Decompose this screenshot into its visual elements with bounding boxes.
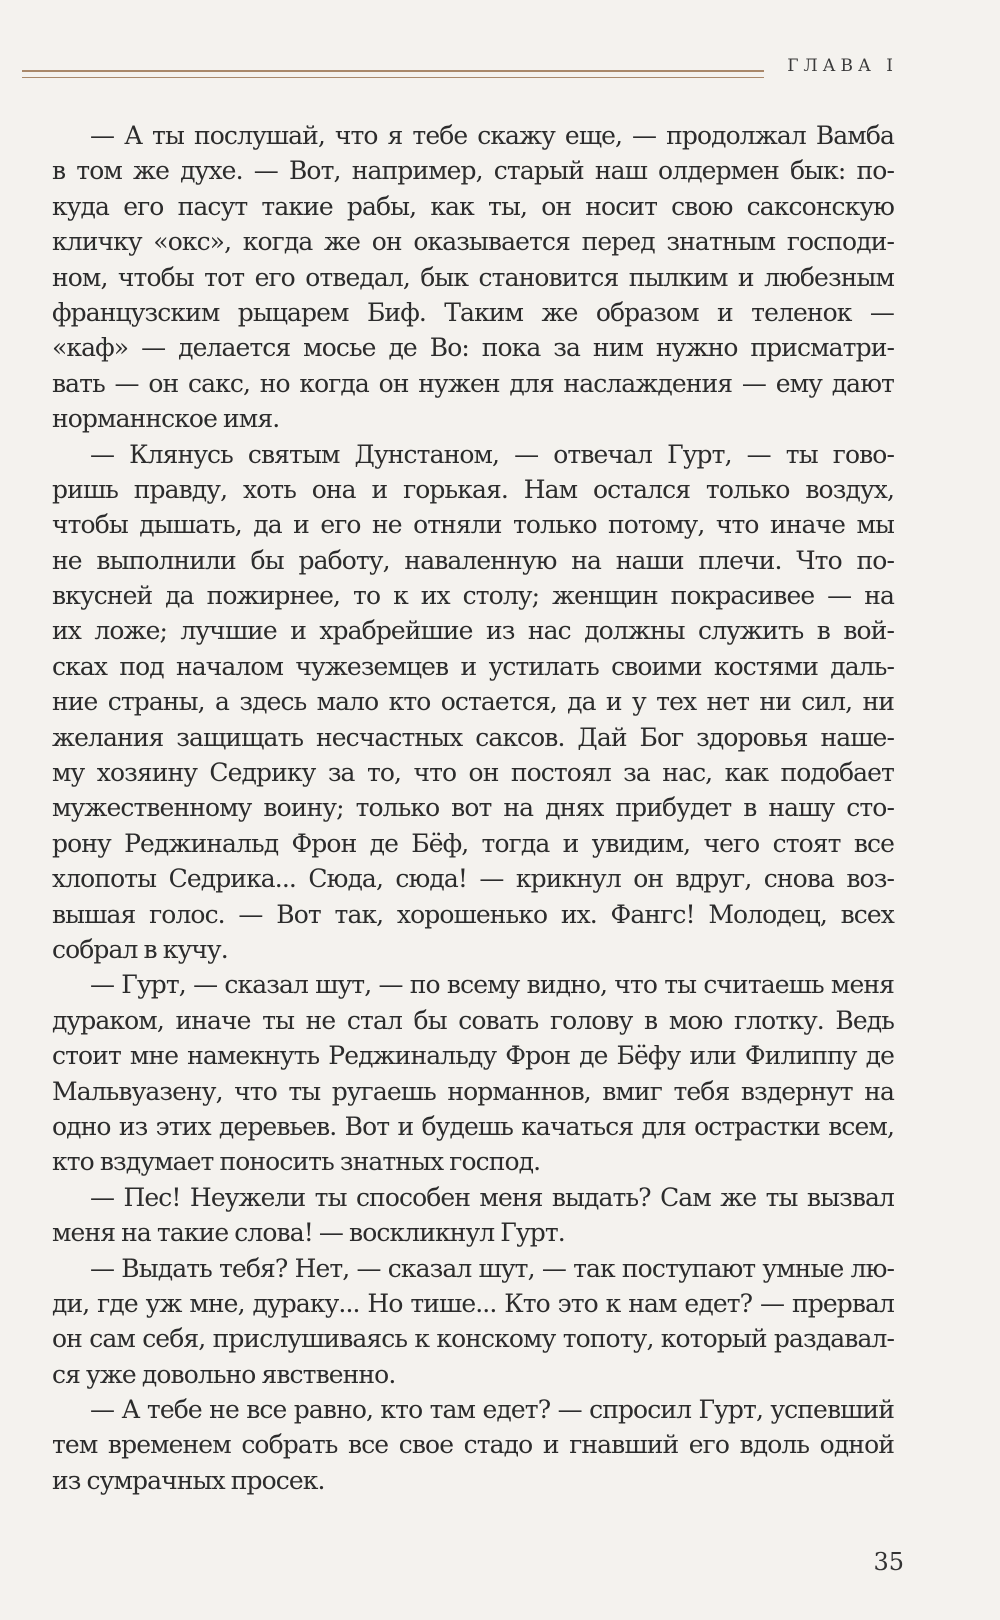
text-line: ние страны, а здесь мало кто остается, да и у тех нет ни сил, ни: [52, 687, 894, 717]
text-line: — Клянусь святым Дунстаном, — отвечал Гурт, — ты гово-: [90, 439, 894, 469]
chapter-label: ГЛАВА I: [787, 56, 898, 76]
paragraph: [52, 437, 894, 968]
text-line: собрал в кучу.: [52, 934, 228, 964]
text-line: хлопоты Седрика... Сюда, сюда! — крикнул он вдруг, снова воз-: [52, 864, 894, 894]
text-line: французским рыцарем Биф. Таким же образом и теленок —: [52, 297, 894, 327]
text-line: — А тебе не все равно, кто там едет? — спросил Гурт, успевший: [90, 1395, 894, 1425]
text-line: мужественному воину; только вот на днях прибудет в нашу сто-: [52, 793, 894, 823]
text-line: вкусней да пожирнее, то к их столу; женщин покрасивее — на: [52, 581, 894, 611]
paragraph: [52, 118, 894, 437]
header-rule: [22, 70, 764, 78]
text-line: куда его пасут такие рабы, как ты, он носит свою саксонскую: [52, 191, 894, 221]
text-line: — Пес! Неужели ты способен меня выдать? Сам же ты вызвал: [90, 1182, 894, 1212]
paragraph: [52, 967, 894, 1179]
paragraph: [52, 1251, 894, 1393]
text-line: ном, чтобы тот его отведал, бык становится пылким и любезным: [52, 262, 894, 292]
text-line: ся уже довольно явственно.: [52, 1359, 396, 1389]
text-line: ди, где уж мне, дураку... Но тише... Кто это к нам едет? — прервал: [52, 1288, 894, 1318]
text-line: желания защищать несчастных саксов. Дай Бог здоровья наше-: [52, 722, 894, 752]
running-header: [22, 56, 898, 86]
text-line: вать — он сакс, но когда он нужен для наслаждения — ему дают: [52, 368, 894, 398]
text-line: — Гурт, — сказал шут, — по всему видно, что ты считаешь меня: [90, 970, 894, 1000]
text-line: Мальвуазену, что ты ругаешь норманнов, вмиг тебя вздернут на: [52, 1076, 894, 1106]
paragraph: [52, 1392, 894, 1498]
text-line: кто вздумает поносить знатных господ.: [52, 1147, 541, 1177]
text-line: меня на такие слова! — воскликнул Гурт.: [52, 1218, 565, 1248]
text-line: рону Реджинальд Фрон де Бёф, тогда и увидим, чего стоят все: [52, 828, 894, 858]
text-line: одно из этих деревьев. Вот и будешь качаться для острастки всем,: [52, 1111, 894, 1141]
text-line: «каф» — делается мосье де Во: пока за ним нужно присматри-: [52, 333, 894, 363]
text-line: му хозяину Седрику за то, что он постоял за нас, как подобает: [52, 758, 894, 788]
text-line: дураком, иначе ты не стал бы совать голову в мою глотку. Ведь: [52, 1005, 894, 1035]
text-line: стоит мне намекнуть Реджинальду Фрон де Бёфу или Филиппу де: [52, 1041, 894, 1071]
text-line: тем временем собрать все свое стадо и гнавший его вдоль одной: [52, 1430, 894, 1460]
text-line: — Выдать тебя? Нет, — сказал шут, — так поступают умные лю-: [90, 1253, 894, 1283]
text-line: вышая голос. — Вот так, хорошенько их. Фангс! Молодец, всех: [52, 899, 894, 929]
text-line: — А ты послушай, что я тебе скажу еще, — продолжал Вамба: [90, 121, 894, 150]
text-line: кличку «окс», когда же он оказывается перед знатным господи-: [52, 227, 894, 257]
page-number: 35: [873, 1548, 904, 1576]
text-line: не выполнили бы работу, наваленную на наши плечи. Что по-: [52, 545, 894, 575]
text-line: ришь правду, хоть она и горькая. Нам остался только воздух,: [52, 474, 894, 504]
text-line: норманнское имя.: [52, 404, 280, 434]
text-line: чтобы дышать, да и его не отняли только потому, что иначе мы: [52, 510, 894, 540]
text-body: [52, 118, 894, 1498]
text-line: их ложе; лучшие и храбрейшие из нас должны служить в вой-: [52, 616, 894, 646]
text-line: сках под началом чужеземцев и устилать своими костями даль-: [52, 651, 894, 681]
paragraph: [52, 1180, 894, 1251]
text-line: из сумрачных просек.: [52, 1465, 325, 1495]
text-line: в том же духе. — Вот, например, старый наш олдермен бык: по-: [52, 156, 894, 186]
text-line: он сам себя, прислушиваясь к конскому топоту, который раздавал-: [52, 1324, 894, 1354]
